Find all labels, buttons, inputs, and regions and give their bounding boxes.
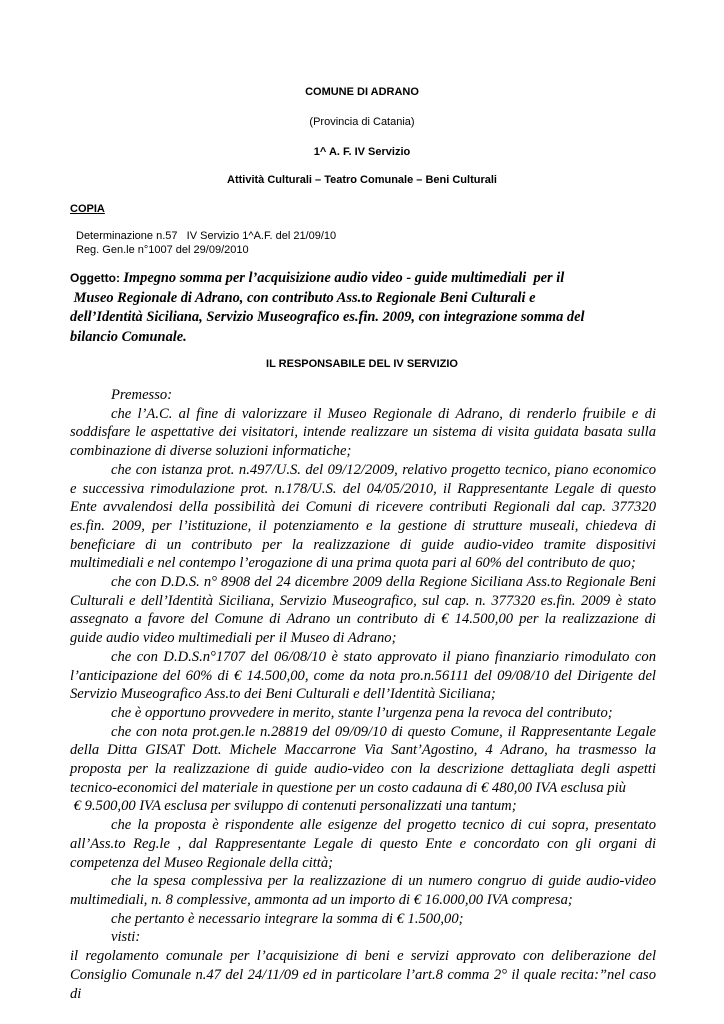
copia-label: COPIA xyxy=(70,203,105,215)
body-line: che con D.D.S.n°1707 del 06/08/10 è stato approvato il piano finanziario rimodulato con xyxy=(111,648,656,665)
body-line: all’Ass.to Reg.le , dal Rappresentante Legale di questo Ente e concordato con gli organi di xyxy=(70,835,656,852)
body-line: che pertanto è necessario integrare la somma di € 1.500,00; xyxy=(111,910,464,927)
oggetto-label: Oggetto: xyxy=(70,271,124,285)
body-line: che con D.D.S. n° 8908 del 24 dicembre 2009 della Regione Siciliana Ass.to Regionale Beni xyxy=(111,574,656,591)
body-line: multimediali, n. 8 complessive, ammonta ad un importo di € 16.000,00 IVA compresa; xyxy=(70,891,573,908)
servizio-heading: 1^ A. F. IV Servizio xyxy=(313,146,411,158)
body-line: Premesso: xyxy=(111,387,173,403)
oggetto-line: bilancio Comunale. xyxy=(70,328,187,345)
responsabile-heading: IL RESPONSABILE DEL IV SERVIZIO xyxy=(266,358,458,370)
body-line: che la proposta è rispondente alle esigenze del progetto tecnico di cui sopra, presentato xyxy=(111,817,656,834)
body-line: assegnato a favore del Comune di Adrano un contributo di € 14.500,00 per la realizzazione di xyxy=(70,611,656,628)
document-body xyxy=(70,386,656,1003)
registro-generale: Reg. Gen.le n°1007 del 29/09/2010 xyxy=(76,244,249,256)
body-line: soddisfare le aspettative dei visitatori, intende realizzare un sistema di visita guidata basata sulla xyxy=(70,424,656,441)
body-line: che con istanza prot. n.497/U.S. del 09/12/2009, relativo progetto tecnico, piano economico xyxy=(111,461,656,478)
provincia-heading: (Provincia di Catania) xyxy=(309,116,415,128)
body-line: competenza del Museo Regionale della città; xyxy=(70,854,334,871)
body-line: che l’A.C. al fine di valorizzare il Museo Regionale di Adrano, di renderlo fruibile e di xyxy=(111,405,656,422)
body-line: Consiglio Comunale n.47 del 24/11/09 ed in particolare l’art.8 comma 2° il quale recita:”nel caso di xyxy=(70,966,656,1002)
body-line: es.fin. 2009, per l’istituzione, il potenziamento e la gestione di strutture museali, chiedeva di xyxy=(70,517,656,534)
body-line: della Ditta GISAT Dott. Michele Maccarrone Via Sant’Agostino, 4 Adrano, ha trasmesso la xyxy=(70,742,656,759)
body-line: il regolamento comunale per l’acquisizione di beni e servizi approvato con deliberazione del xyxy=(70,948,656,965)
determinazione-block xyxy=(76,229,336,257)
body-line: beneficiare di un contributo per la realizzazione di guide audio-video tramite dispositivi xyxy=(70,536,656,553)
settore-heading: Attività Culturali – Teatro Comunale – Beni Culturali xyxy=(227,174,497,186)
body-line: che con nota prot.gen.le n.28819 del 09/09/10 di questo Comune, il Rappresentante Legale xyxy=(111,723,656,740)
oggetto-line: dell’Identità Siciliana, Servizio Museografico es.fin. 2009, con integrazione somma del xyxy=(70,309,585,325)
oggetto-line: Impegno somma per l’acquisizione audio video - guide multimediali per il xyxy=(123,270,565,286)
body-line: combinazione di diverse soluzioni informatiche; xyxy=(70,443,352,460)
body-line: € 9.500,00 IVA esclusa per sviluppo di contenuti personalizzati una tantum; xyxy=(70,798,517,815)
body-line: guide audio video multimediali per il Museo di Adrano; xyxy=(70,630,397,647)
oggetto-line: Museo Regionale di Adrano, con contributo Ass.to Regionale Beni Culturali e xyxy=(70,289,536,306)
body-line: multimediali e nel contempo l’erogazione di una prima quota pari al 60% del contributo de quo; xyxy=(70,555,636,572)
body-line: che è opportuno provvedere in merito, stante l’urgenza pena la revoca del contributo; xyxy=(111,704,613,721)
body-line: che la spesa complessiva per la realizzazione di un numero congruo di guide audio-video xyxy=(111,873,656,890)
body-line: l’anticipazione del 60% di € 14.500,00, come da nota pro.n.56111 del 09/08/10 del Dirigente del xyxy=(70,667,656,684)
body-line: Ente avvalendosi della possibilità dei Comuni di ricevere contributi Regionali dal cap. 377320 xyxy=(70,499,656,516)
oggetto-block xyxy=(70,269,660,347)
body-line: Culturali e dell’Identità Siciliana, Servizio Museografico, sul cap. n. 377320 es.fin. 2009 è stato xyxy=(70,592,656,609)
body-line: visti: xyxy=(111,929,141,946)
body-line: tecnico-economici del materiale in questione per un costo cadauna di € 480,00 IVA esclusa più xyxy=(70,779,626,796)
comune-heading: COMUNE DI ADRANO xyxy=(305,86,419,98)
body-line: Servizio Museografico Ass.to dei Beni Culturali e dell’Identità Siciliana; xyxy=(70,686,496,703)
body-line: e successiva rimodulazione prot. n.178/U.S. del 04/05/2010, il Rappresentante Legale di questo xyxy=(70,480,656,497)
determinazione-number: Determinazione n.57 IV Servizio 1^A.F. del 21/09/10 xyxy=(76,230,337,242)
body-line: proposta per la realizzazione di guide audio-video con la descrizione dettagliata degli aspetti xyxy=(70,761,656,778)
